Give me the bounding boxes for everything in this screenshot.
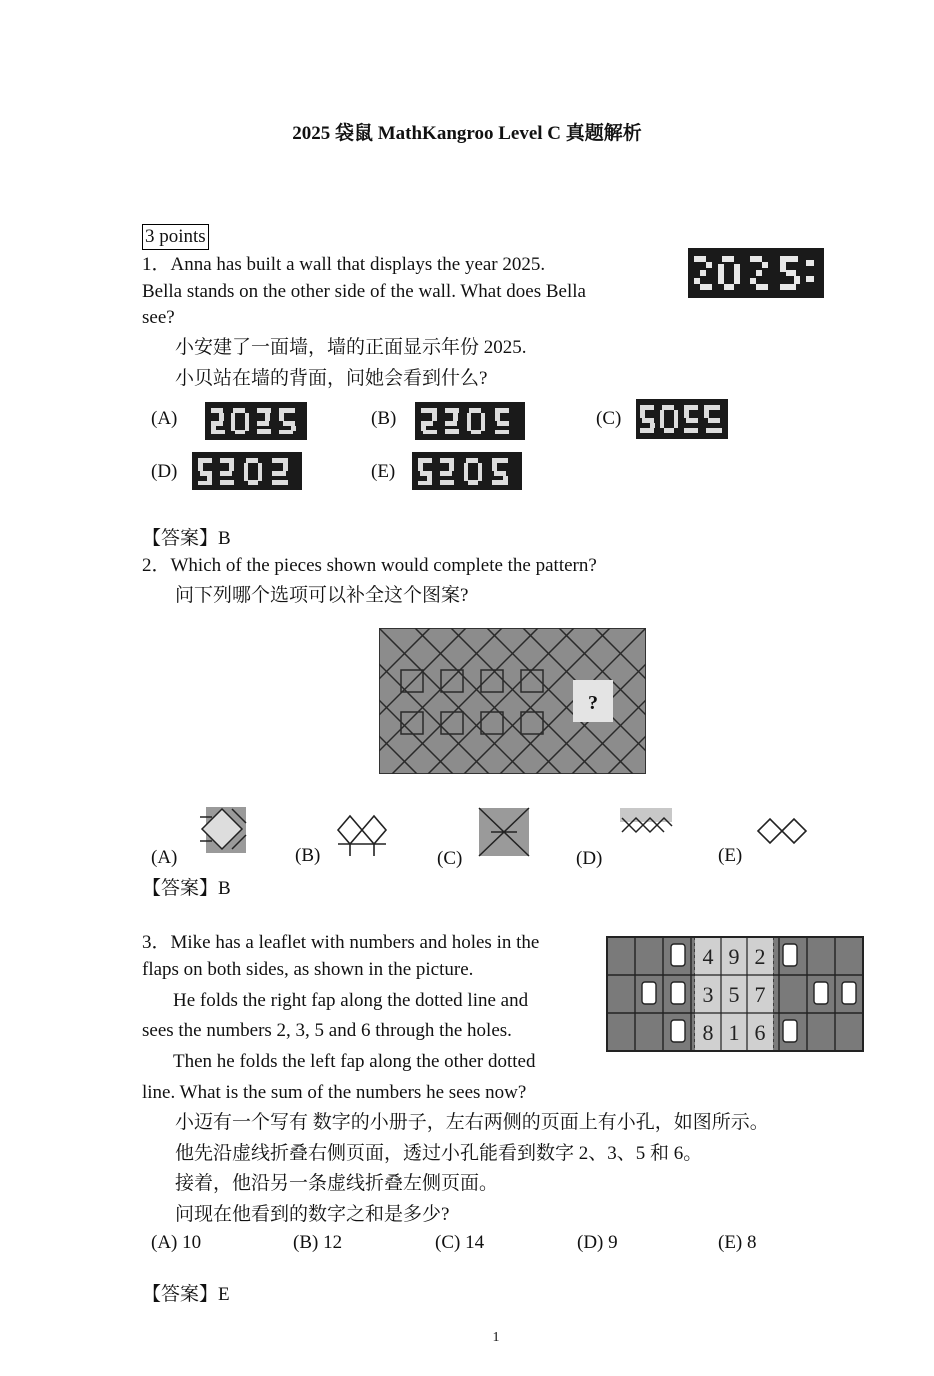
q3-grid-cell: 7: [754, 982, 766, 1007]
q2-text: 2．Which of the pieces shown would complete the pattern?: [142, 555, 597, 576]
q3-zh-2: 他先沿虚线折叠右侧页面，透过小孔能看到数字 2、3、5 和 6。: [175, 1143, 703, 1164]
q1-option-d[interactable]: (D): [151, 461, 178, 482]
q2-question-mark: ?: [588, 692, 598, 714]
q1-zh-1: 小安建了一面墙，墙的正面显示年份 2025.: [175, 337, 527, 358]
q3-grid-cell: 4: [702, 944, 714, 969]
q3-grid-cell: 3: [702, 982, 714, 1007]
q1-option-e-image: [412, 452, 522, 490]
q1-zh-2: 小贝站在墙的背面，问她会看到什么?: [175, 368, 488, 389]
q2-option-b-image: [336, 808, 392, 858]
q3-leaflet-image: [606, 936, 864, 1052]
q1-option-a-image: [205, 402, 307, 440]
q2-option-c[interactable]: (C): [437, 848, 463, 869]
q3-text-4: sees the numbers 2, 3, 5 and 6 through the holes.: [142, 1020, 512, 1041]
q1-wall-image: [688, 248, 824, 298]
q2-option-a[interactable]: (A): [151, 847, 178, 868]
q2-answer: 【答案】B: [142, 878, 231, 899]
q3-grid-cell: 6: [754, 1020, 766, 1045]
q3-grid-cell: 2: [754, 944, 766, 969]
q2-option-c-image: [477, 806, 531, 858]
q1-option-c-image: [636, 399, 728, 439]
q3-option-c[interactable]: (C) 14: [435, 1232, 485, 1253]
q2-option-b[interactable]: (B): [295, 845, 321, 866]
q3-grid-cell: 9: [728, 944, 740, 969]
q3-answer: 【答案】E: [142, 1284, 230, 1305]
q1-option-d-image: [192, 452, 302, 490]
q1-text-1: 1．Anna has built a wall that displays the year 2025.: [142, 254, 546, 275]
q2-option-e-image: [756, 816, 810, 846]
q3-text-5: Then he folds the left fap along the other dotted: [173, 1051, 536, 1072]
q3-option-b[interactable]: (B) 12: [293, 1232, 343, 1253]
q2-option-d[interactable]: (D): [576, 848, 603, 869]
q1-answer: 【答案】B: [142, 528, 231, 549]
q1-text-3: see?: [142, 307, 175, 328]
q1-option-b[interactable]: (B): [371, 408, 397, 429]
points-badge: 3 points: [142, 224, 209, 250]
q1-option-b-image: [415, 402, 525, 440]
q3-zh-4: 问现在他看到的数字之和是多少?: [175, 1204, 450, 1225]
q2-zh: 问下列哪个选项可以补全这个图案?: [175, 585, 469, 606]
q2-option-a-image: [196, 805, 248, 857]
q1-option-c[interactable]: (C): [596, 408, 622, 429]
q3-text-6: line. What is the sum of the numbers he sees now?: [142, 1082, 527, 1103]
q1-text-2: Bella stands on the other side of the wall. What does Bella: [142, 281, 586, 302]
page-number: 1: [492, 1330, 500, 1345]
q3-zh-1: 小迈有一个写有 数字的小册子，左右两侧的页面上有小孔，如图所示。: [175, 1112, 769, 1133]
page-title: 2025 袋鼠 MathKangroo Level C 真题解析: [292, 123, 642, 144]
q3-zh-3: 接着，他沿另一条虚线折叠左侧页面。: [175, 1173, 499, 1194]
q3-option-e[interactable]: (E) 8: [718, 1232, 757, 1253]
q3-text-3: He folds the right fap along the dotted line and: [173, 990, 529, 1011]
q3-grid-cell: 5: [728, 982, 740, 1007]
q3-text-2: flaps on both sides, as shown in the picture.: [142, 959, 474, 980]
q3-grid-cell: 8: [702, 1020, 714, 1045]
q1-option-e[interactable]: (E): [371, 461, 396, 482]
q2-option-e[interactable]: (E): [718, 845, 743, 866]
q3-text-1: 3．Mike has a leaflet with numbers and holes in the: [142, 932, 540, 953]
q2-option-d-image: [618, 806, 674, 848]
q3-grid-cell: 1: [728, 1020, 740, 1045]
q3-option-d[interactable]: (D) 9: [577, 1232, 618, 1253]
q2-pattern-image: [379, 628, 646, 774]
q3-option-a[interactable]: (A) 10: [151, 1232, 202, 1253]
q1-option-a[interactable]: (A): [151, 408, 178, 429]
